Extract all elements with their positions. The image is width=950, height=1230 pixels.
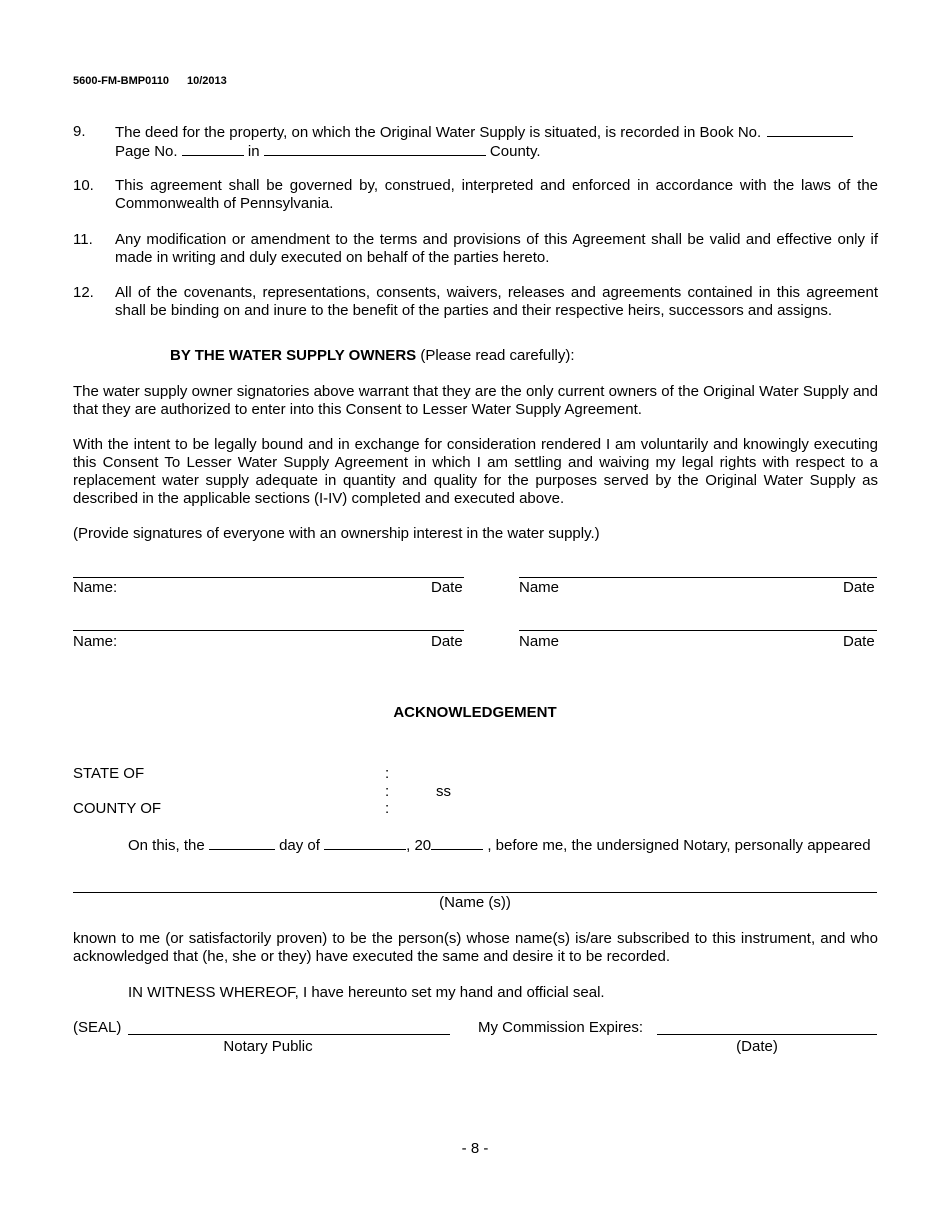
owners-heading-bold: BY THE WATER SUPPLY OWNERS — [170, 347, 417, 364]
owner-date-label-4: Date — [843, 633, 875, 650]
owner-date-label-3: Date — [431, 633, 463, 650]
owner-signature-line-4[interactable] — [519, 630, 877, 631]
clause-number: 10. — [73, 177, 94, 194]
names-caption: (Name (s)) — [439, 894, 511, 911]
owner-signature-line-2[interactable] — [519, 577, 877, 578]
day-of-label: day of — [279, 837, 320, 854]
month-field[interactable] — [324, 836, 406, 850]
names-line[interactable] — [73, 892, 877, 893]
commission-date-line[interactable] — [657, 1034, 877, 1035]
seal-label: (SEAL) — [73, 1019, 122, 1036]
day-field[interactable] — [209, 836, 275, 850]
known-paragraph: known to me (or satisfactorily proven) to be the person(s) whose name(s) is/are subscribed to this instrument, and who acknowledged that (he, she or they) have executed the same and desire it to be recorded. — [73, 930, 878, 965]
witness-statement: IN WITNESS WHEREOF, I have hereunto set my hand and official seal. — [128, 984, 605, 1001]
county-label: County. — [489, 143, 541, 160]
clause-9 — [73, 123, 878, 161]
clause-number: 12. — [73, 284, 94, 301]
owners-heading — [170, 347, 575, 365]
owner-name-label-3: Name: — [73, 633, 118, 650]
owner-date-label-1: Date — [431, 579, 463, 596]
owner-date-label-2: Date — [843, 579, 875, 596]
warrant-paragraph: The water supply owner signatories above warrant that they are the only current owners of the Original Water Supply and that they are authorized to enter into this Consent to Lesser Water Supply Agreement. — [73, 383, 878, 418]
form-number: 5600-FM-BMP0110 — [73, 75, 169, 87]
page-label: Page No. — [115, 143, 178, 160]
acknowledgement-title: ACKNOWLEDGEMENT — [393, 704, 557, 721]
owner-name-label-2: Name — [519, 579, 560, 596]
notary-appearance-line — [128, 836, 871, 855]
appeared-text: , before me, the undersigned Notary, personally appeared — [487, 837, 871, 854]
colon-2: : — [385, 783, 390, 800]
clause-text: All of the covenants, representations, consents, waivers, releases and agreements contained in this agreement shall be binding on and inure to the benefit of the parties and their respective heirs, successors and assigns. — [115, 284, 878, 319]
year-field[interactable] — [431, 836, 483, 850]
clause-text: Any modification or amendment to the terms and provisions of this Agreement shall be valid and effective only if made in writing and duly executed on behalf of the parties hereto. — [115, 231, 878, 266]
provide-signatures-note: (Provide signatures of everyone with an ownership interest in the water supply.) — [73, 525, 600, 542]
ss-label: ss — [436, 783, 451, 800]
colon-3: : — [385, 800, 390, 817]
colon-1: : — [385, 765, 390, 782]
clause-text: This agreement shall be governed by, construed, interpreted and enforced in accordance with the laws of the Commonwealth of Pennsylvania. — [115, 177, 878, 212]
intent-paragraph: With the intent to be legally bound and in exchange for consideration rendered I am voluntarily and knowingly executing this Consent To Lesser Water Supply Agreement in which I am settling and waiving my legal rights with respect to a replacement water supply adequate in quantity and quality for the purposes served by the Original Water Supply as described in the applicable sections (I-IV) completed and executed above. — [73, 436, 878, 507]
clause-12 — [73, 284, 878, 320]
book-number-field[interactable] — [767, 123, 853, 137]
clause-number: 9. — [73, 123, 86, 140]
page-number-field[interactable] — [182, 142, 244, 156]
year-prefix: , 20 — [406, 837, 432, 854]
county-of-label: COUNTY OF — [73, 800, 162, 817]
form-identifier — [73, 72, 227, 90]
on-this-label: On this, the — [128, 837, 205, 854]
owners-heading-note: (Please read carefully): — [416, 347, 575, 364]
clause-text: The deed for the property, on which the Original Water Supply is situated, is recorded in Book No. — [115, 124, 762, 141]
date-caption: (Date) — [736, 1038, 778, 1055]
notary-public-caption: Notary Public — [223, 1038, 313, 1055]
clause-11 — [73, 231, 878, 267]
form-date: 10/2013 — [187, 75, 227, 87]
commission-expires-label: My Commission Expires: — [478, 1019, 644, 1036]
owner-signature-line-3[interactable] — [73, 630, 464, 631]
owner-signature-line-1[interactable] — [73, 577, 464, 578]
notary-signature-line[interactable] — [128, 1034, 450, 1035]
page-number: - 8 - — [461, 1140, 489, 1157]
state-of-label: STATE OF — [73, 765, 145, 782]
owner-name-label-1: Name: — [73, 579, 118, 596]
clause-10 — [73, 177, 878, 213]
owner-name-label-4: Name — [519, 633, 560, 650]
county-field[interactable] — [264, 142, 486, 156]
in-label: in — [247, 143, 260, 160]
clause-number: 11. — [73, 231, 93, 248]
